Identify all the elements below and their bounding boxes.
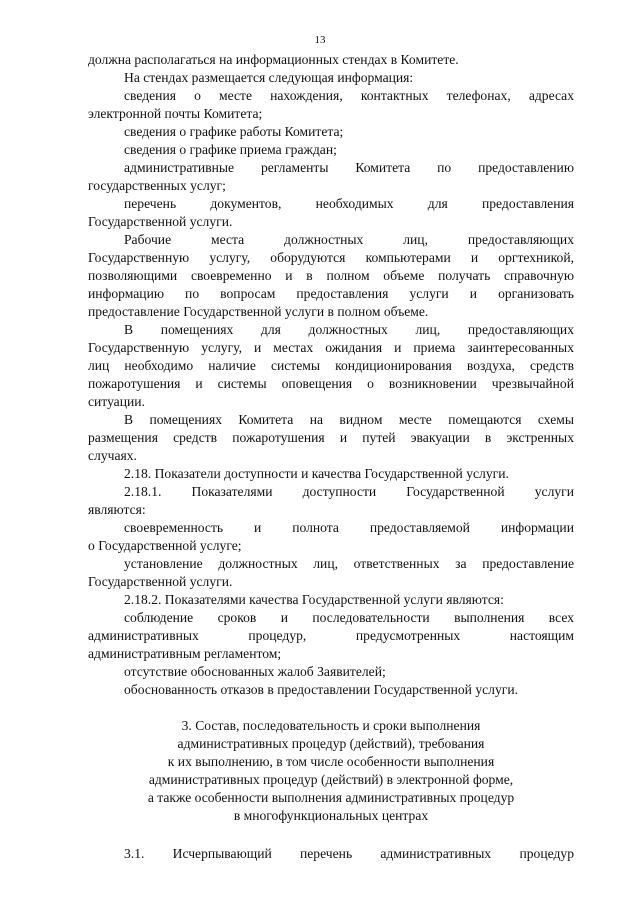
text-line: сведения о месте нахождения, контактных телефонах, адресах [124, 88, 574, 103]
text-line: соблюдение сроков и последовательности выполнения всех [124, 610, 574, 625]
text-line: сведения о графике приема граждан; [124, 142, 337, 157]
text-line: обоснованность отказов в предоставлении Государственной услуги. [124, 682, 518, 697]
text-line: административных процедур, предусмотренных настоящим [88, 628, 574, 643]
paragraph-3-1-line: 3.1. Исчерпывающий перечень административных процедур [124, 846, 574, 861]
heading-line: административных процедур (действий) в электронной форме, [148, 772, 514, 787]
text-line: своевременность и полнота предоставляемой информации [124, 520, 574, 535]
text-line: информацию по вопросам предоставления услуги и организовать [88, 286, 574, 301]
text-line: электронной почты Комитета; [88, 106, 263, 121]
heading-line: 3. Состав, последовательность и сроки выполнения [181, 718, 481, 733]
text-line: случаях. [88, 448, 137, 463]
text-line: являются: [88, 502, 146, 517]
text-line: 2.18. Показатели доступности и качества Государственной услуги. [124, 466, 509, 481]
text-line: На стендах размещается следующая информация: [124, 70, 414, 85]
text-line: перечень документов, необходимых для предоставления [124, 196, 574, 211]
text-line: позволяющими своевременно и в полном объеме получать справочную [88, 268, 574, 283]
text-line: предоставление Государственной услуги в полном объеме. [88, 304, 429, 319]
text-line: установление должностных лиц, ответственных за предоставление [124, 556, 574, 571]
text-line: 2.18.2. Показателями качества Государственной услуги являются: [124, 592, 504, 607]
text-line: пожаротушения и системы оповещения о возникновении чрезвычайной [88, 376, 574, 391]
text-line: Государственной услуги. [88, 574, 233, 589]
text-line: государственных услуг; [88, 178, 226, 193]
text-line: отсутствие обоснованных жалоб Заявителей; [124, 664, 386, 679]
heading-line: а также особенности выполнения административных процедур [147, 790, 515, 805]
text-line: В помещениях Комитета на видном месте помещаются схемы [124, 412, 574, 427]
heading-line: административных процедур (действий), требования [177, 736, 485, 751]
text-line: о Государственной услуге; [88, 538, 242, 553]
text-line: Рабочие места должностных лиц, предоставляющих [124, 232, 574, 247]
text-line: Государственную услугу, и местах ожидания и приема заинтересованных [88, 340, 574, 355]
text-line: административным регламентом; [88, 646, 282, 661]
heading-line: в многофункциональных центрах [233, 808, 429, 823]
text-line: В помещениях для должностных лиц, предоставляющих [124, 322, 574, 337]
text-line: Государственной услуги. [88, 214, 233, 229]
text-line: лиц необходимо наличие системы кондиционирования воздуха, средств [88, 358, 574, 373]
text-line: 2.18.1. Показателями доступности Государственной услуги [124, 484, 574, 499]
page-number: 13 [314, 34, 326, 46]
heading-line: к их выполнению, в том числе особенности выполнения [167, 754, 495, 769]
text-line: размещения средств пожаротушения и путей эвакуации в экстренных [88, 430, 574, 445]
text-line: Государственную услугу, оборудуются компьютерами и оргтехникой, [88, 250, 574, 265]
text-line: административные регламенты Комитета по предоставлению [124, 160, 574, 175]
text-line: сведения о графике работы Комитета; [124, 124, 344, 139]
text-line: должна располагаться на информационных стендах в Комитете. [88, 52, 459, 67]
text-line: ситуации. [88, 394, 145, 409]
